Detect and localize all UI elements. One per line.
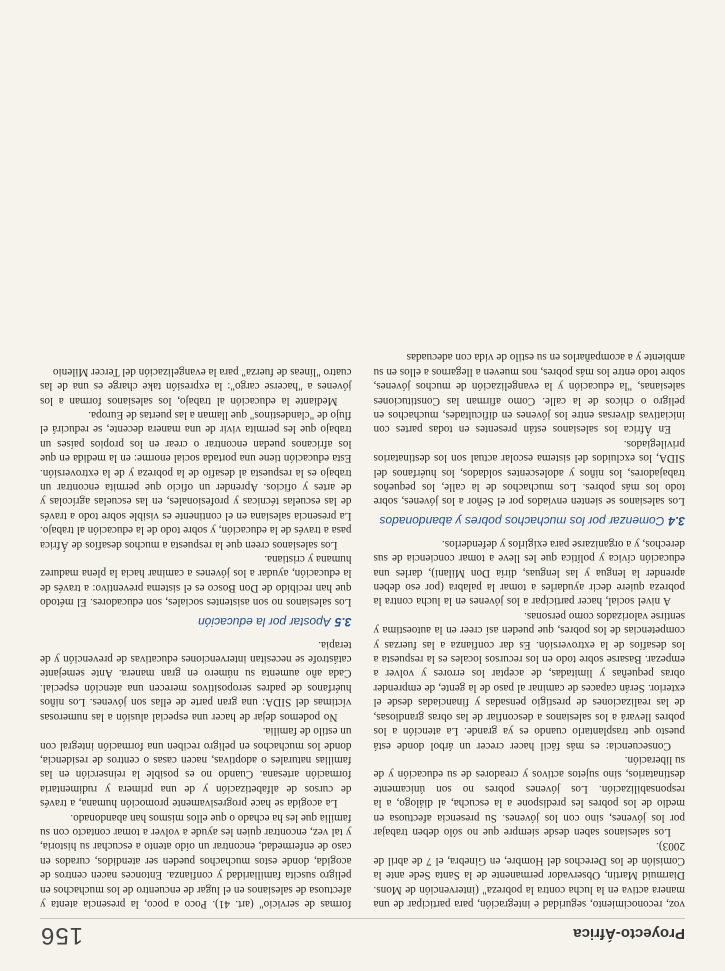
- section-heading-3-5: [40, 615, 352, 629]
- paragraph: Los salesianos se sienten enviados por el Señor a los jóvenes, sobre todo los más pobres. Los muchachos de la calle, los pequeños trabajadores, los niños y adolescentes soldados, los huérfanos del SIDA, los excluidos del sistema escolar actual son los destinatarios privilegiados.: [373, 437, 685, 508]
- section-number: 3.4: [668, 514, 685, 529]
- page-header: [40, 918, 685, 965]
- paragraph: La acogida se hace progresivamente promoción humana, a través de cursos de alfabetización y de una primera y rudimentaria formación artesana. Cuando no es posible la reinserción en las familias naturales o adoptivas, nacen casas o centros de residencia, donde los muchachos en peligro reciben una formación integral con un estilo de familia.: [40, 725, 352, 810]
- paragraph: voz, reconocimiento, seguridad e integración, para participar de una manera activa en la lucha contra la pobreza" (intervención de Mons. Diarmuid Martin, Observador permanente de la Santa Sede ante la Comisión de los Derechos del Hombre, en Ginebra, el 7 de abril de 2003).: [373, 840, 685, 910]
- paragraph: Mediante la educación al trabajo, los salesianos forman a los jóvenes a "hacerse cargo": la expresión take charge es una de las cuatro "líneas de fuerza" para la evangelización del Tercer Milenio: [40, 365, 352, 407]
- right-column: [40, 11, 352, 911]
- section-title: Comenzar por los muchachos pobres y abandonados: [379, 514, 665, 529]
- paragraph: No podemos dejar de hacer una especial alusión a las numerosas víctimas del SIDA: una gran parte de ellas son jóvenes. Los niños huérfanos de padres seropositivos merecen una atención especial. Cada año aumenta su número en gran manera. Ante semejante catástrofe se necesitan intervenciones educativas de prevención y de terapia.: [40, 638, 352, 723]
- section-number: 3.5: [334, 615, 352, 630]
- page-number: 156: [40, 922, 84, 949]
- paragraph: formas de servicio" (art. 41). Poco a poco, la presencia atenta y afectuosa de salesianos en el lugar de encuentro de los muchachos en peligro suscita familiaridad y confianza. Entonces nacen centros de acogida, donde estos muchachos pueden ser atendidos, curados en caso de enfermedad, encontrar un oído atento a escuchar su historia, y tal vez, encontrar quien les ayude a volver a tomar contacto con su familia que les ha echado o que ellos mismos han abandonado.: [40, 811, 352, 910]
- paragraph: En África los salesianos están presentes en todas partes con iniciativas diversas entre los jóvenes en dificultades, muchachos en peligro o chicos de la calle. Como afirman las Constituciones salesianas, "la educación y la evangelización de muchos jóvenes, sobre todo entre los más pobres, nos mueven a llegarnos a ellos en su ambiente y a acompañarlos en su estilo de vida con adecuadas: [373, 351, 685, 436]
- paragraph: Los salesianos no son asistentes sociales, son educadores. El método que han recibido de Don Bosco es el sistema preventivo: a través de la educación, ayudar a los jóvenes a caminar hacia la plena madurez humana y cristiana.: [40, 553, 352, 609]
- running-title: Proyecto-África: [573, 925, 685, 942]
- left-column: [374, 11, 686, 911]
- paragraph: A nivel social, hacer participar a los jóvenes en la lucha contra la pobreza quiere decir ayudarles a tomar la palabra (por eso deben aprender la lengua y las lenguas, diría Don Milani), darles una educación cívica y política que les lleve a tomar conciencia de sus derechos, y a organizarse para exigirlos y defenderlos.: [373, 537, 685, 608]
- paragraph: Los salesianos creen que la respuesta a muchos desafíos de África pasa a través de la educación, y sobre todo de la educación al trabajo. La presencia salesiana en el continente es visible sobre todo a través de las escuelas técnicas y profesionales, en las escuelas agrícolas y de artes y oficios. Aprender un oficio que permita encontrar un trabajo es la respuesta al desafío de la pobreza y de la extroversión. Esta educación tiene una portada social enorme: en la medida en que los africanos puedan encontrar o crear en los propios países un trabajo que les permita vivir de una manera decente, se reducirá el flujo de "clandestinos" que llaman a las puertas de Europa.: [40, 409, 352, 551]
- text-columns: [40, 11, 685, 911]
- section-heading-3-4: [374, 514, 686, 528]
- paragraph: Los salesianos saben desde siempre que no sólo deben trabajar por los jóvenes, sino con los jóvenes. Su presencia afectuosa en medio de los pobres les predispone a la escucha, al diálogo, a la responsabilización. Los jóvenes pobres no son únicamente destinatarios, sino sujetos activos y creadores de su educación y de su liberación.: [373, 753, 685, 838]
- paragraph: Consecuencia: es más fácil hacer crecer un árbol donde está puesto que trasplantarlo cuando es ya grande. La atención a los pobres llevará a los salesianos a desconfiar de las obras grandiosas, de las realizaciones de prestigio pensadas y financiadas desde el exterior. Serán capaces de caminar al paso de la gente, de emprender obras pequeñas y limitadas, de aceptar los errores y volver a empezar. Basarse sobre todo en los recursos locales es la respuesta a los desafíos de la extroversión. Es dar confianza a las fuerzas y competencias de los pobres, que pueden así creer en la autoestima y sentirse valorizados como personas.: [373, 609, 685, 752]
- section-title: Apostar por la educación: [198, 615, 331, 630]
